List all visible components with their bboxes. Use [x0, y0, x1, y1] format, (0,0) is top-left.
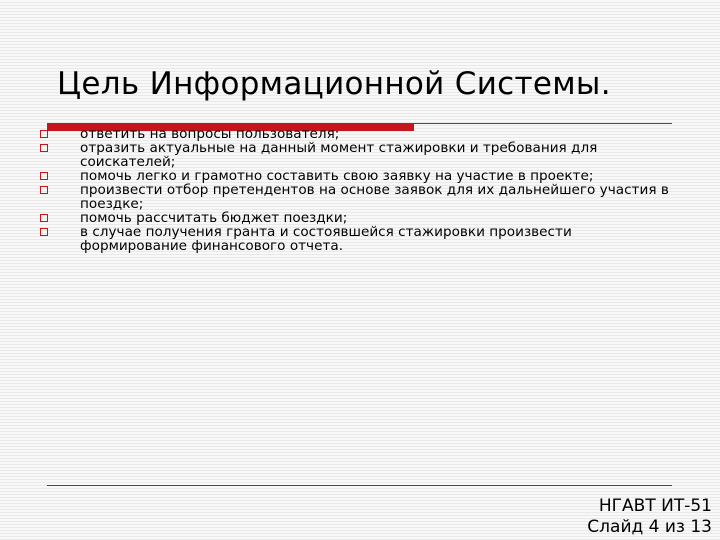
bullet-text: отразить актуальные на данный момент стажировки и требования для соискателей; [80, 140, 598, 170]
hollow-square-icon [40, 144, 48, 152]
slide-counter: Слайд 4 из 13 [587, 517, 712, 537]
footer-group-label: НГАВТ ИТ-51 [598, 496, 712, 516]
list-item [40, 127, 680, 141]
hollow-square-icon [40, 228, 48, 236]
bullet-text: помочь рассчитать бюджет поездки; [80, 210, 348, 226]
bullet-list [40, 127, 680, 253]
hollow-square-icon [40, 186, 48, 194]
hollow-square-icon [40, 130, 48, 138]
bullet-text: помочь легко и грамотно составить свою заявку на участие в проекте; [80, 168, 594, 184]
list-item [40, 169, 680, 183]
list-item [40, 141, 680, 169]
hollow-square-icon [40, 214, 48, 222]
hollow-square-icon [40, 172, 48, 180]
bullet-text: в случае получения гранта и состоявшейся стажировки произвести формирование финансового отчета. [80, 224, 572, 254]
bullet-text: ответить на вопросы пользователя; [80, 126, 340, 142]
list-item [40, 183, 680, 211]
list-item [40, 211, 680, 225]
list-item [40, 225, 680, 253]
bullet-text: произвести отбор претендентов на основе заявок для их дальнейшего участия в поездке; [80, 182, 669, 212]
slide-title: Цель Информационной Системы. [57, 66, 611, 102]
footer-rule [47, 485, 672, 486]
